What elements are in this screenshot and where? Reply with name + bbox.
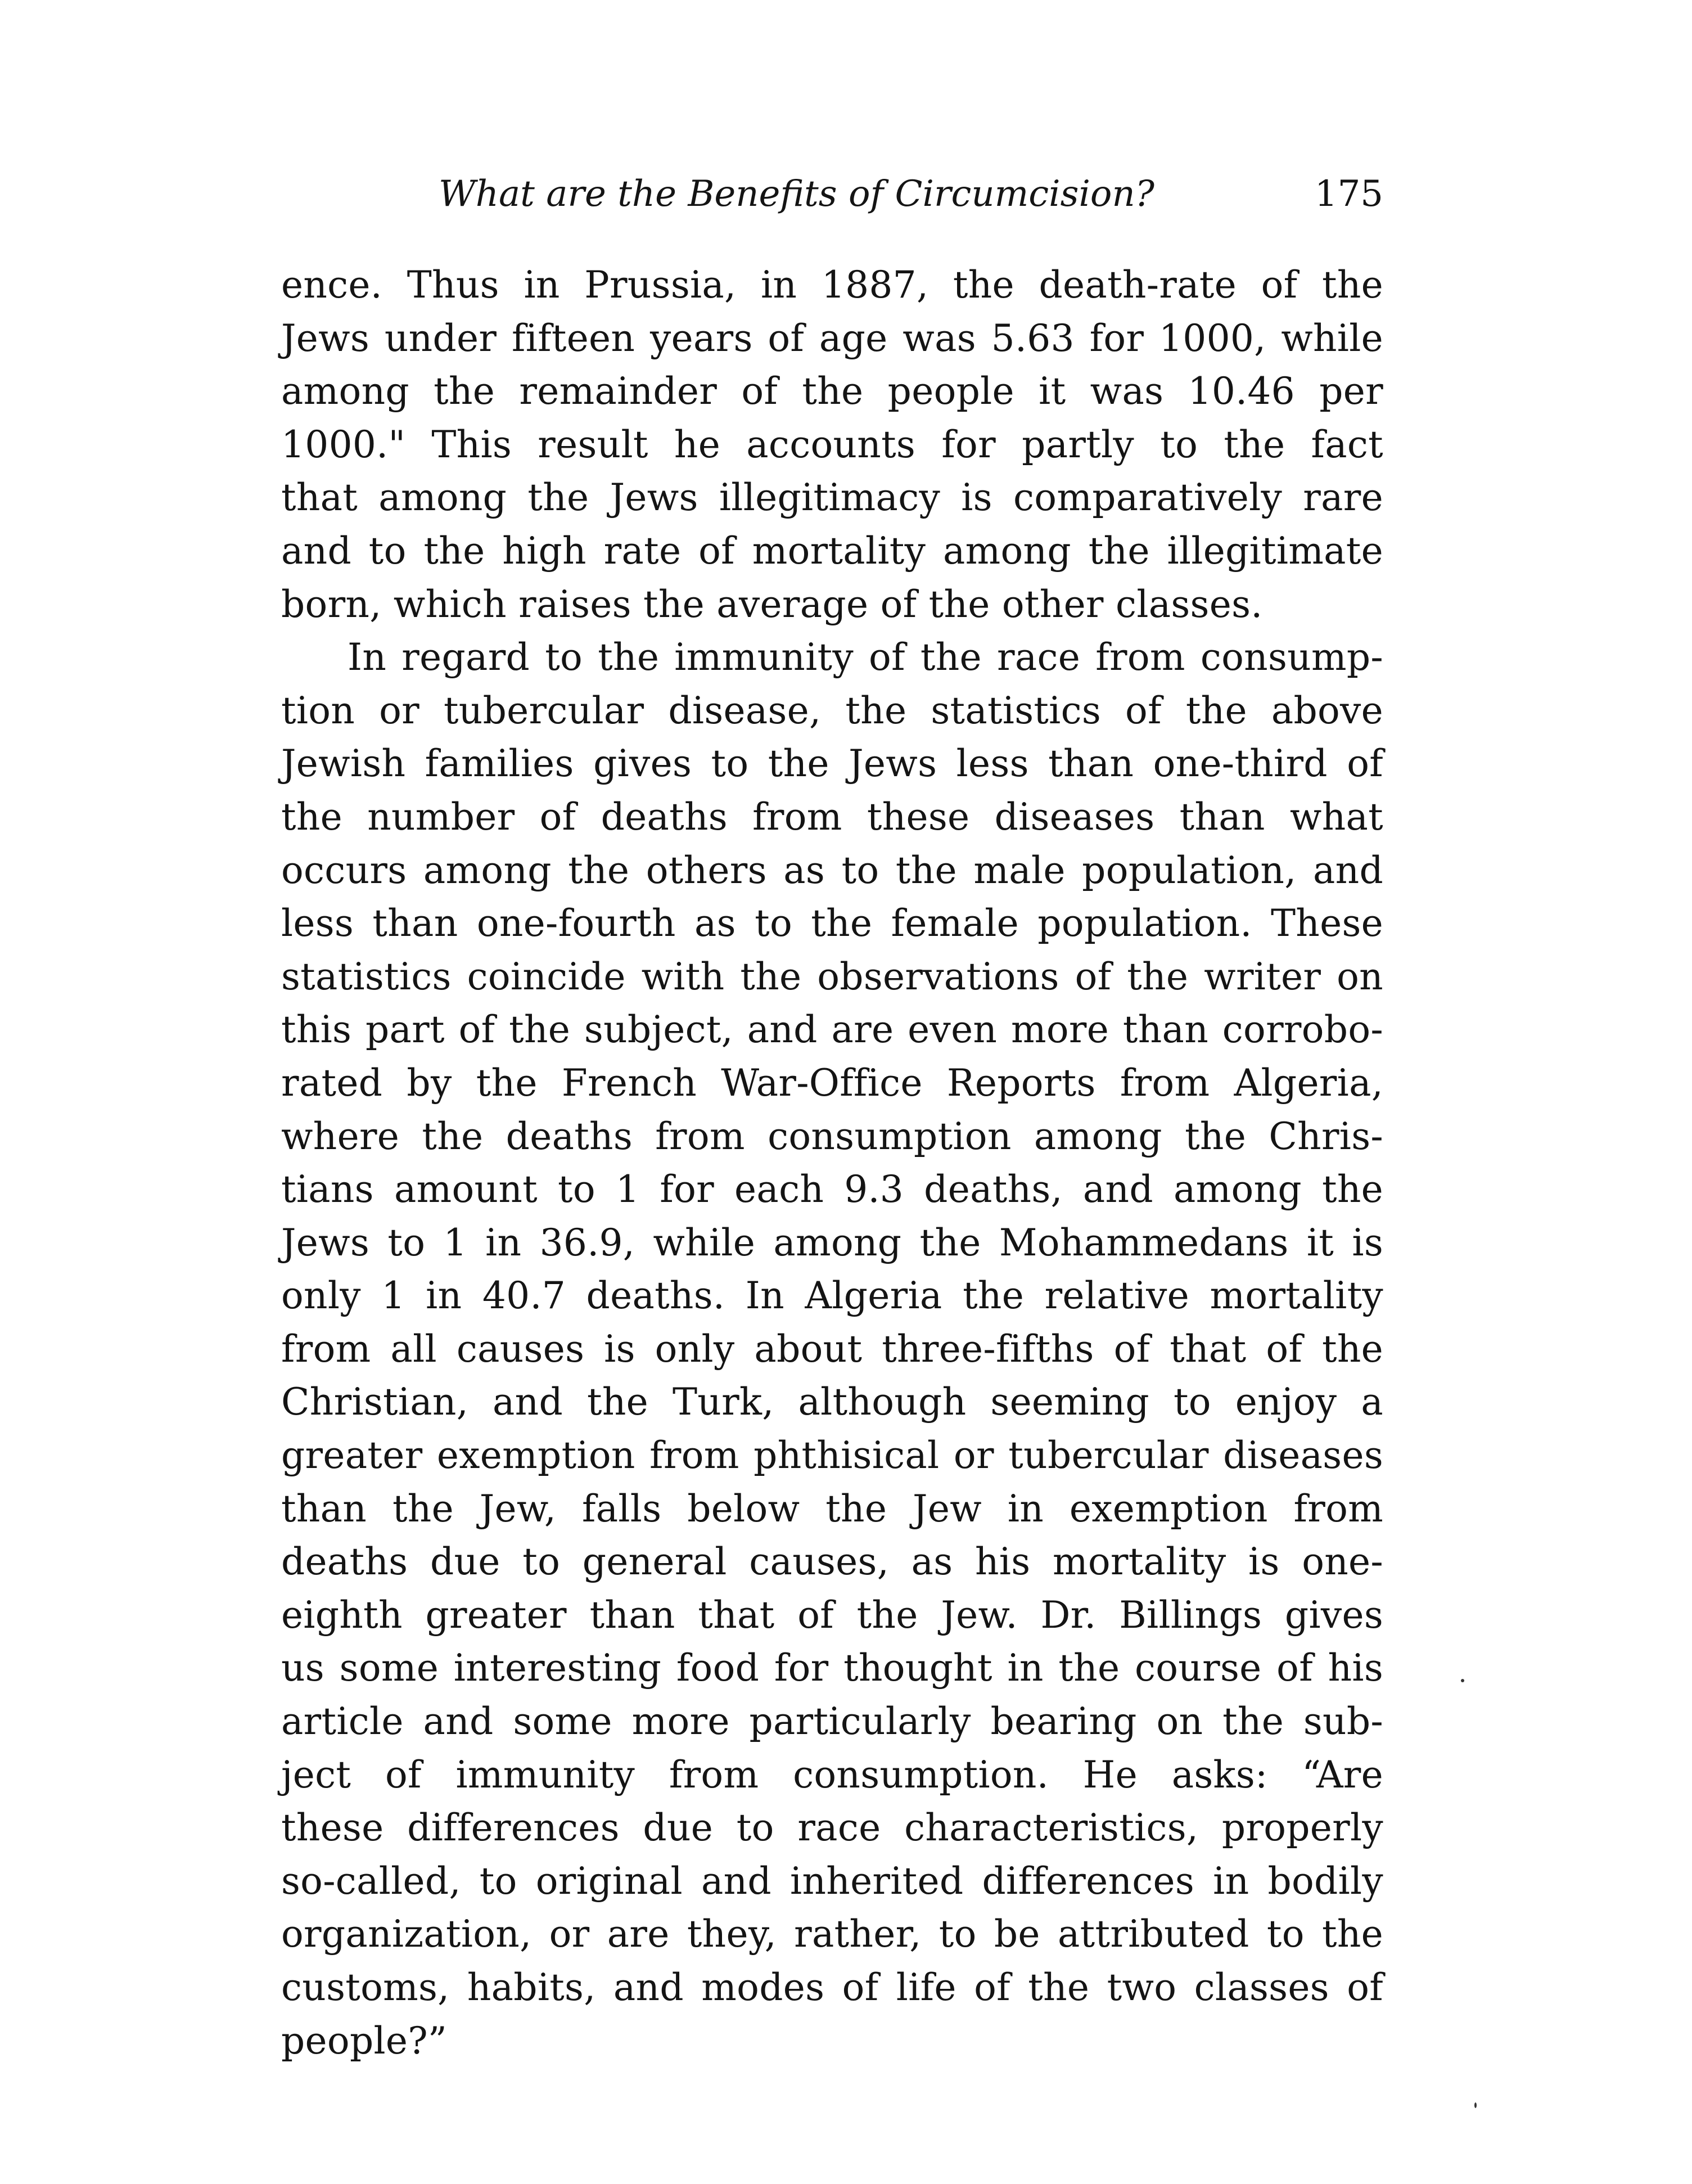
text-line: Jews under fifteen years of age was 5.63 for 1000, while — [281, 316, 1383, 360]
text-line: occurs among the others as to the male population, and — [281, 848, 1383, 892]
text-line: us some interesting food for thought in the course of his — [281, 1646, 1383, 1690]
body-text — [281, 259, 1383, 2068]
text-line: tians amount to 1 for each 9.3 deaths, and among the — [281, 1168, 1383, 1212]
text-line: Christian, and the Turk, although seeming to enjoy a — [281, 1380, 1383, 1424]
text-line: greater exemption from phthisical or tubercular diseases — [281, 1434, 1383, 1478]
text-line: only 1 in 40.7 deaths. In Algeria the relative mortality — [281, 1274, 1383, 1318]
text-line: ject of immunity from consumption. He asks: “Are — [281, 1753, 1383, 1796]
text-line: where the deaths from consumption among the Chris- — [281, 1114, 1383, 1158]
text-line: Jewish families gives to the Jews less than one-third of — [281, 742, 1383, 786]
text-line: customs, habits, and modes of life of the two classes of — [281, 1966, 1383, 2009]
text-line: that among the Jews illegitimacy is comparatively rare — [281, 476, 1383, 520]
text-line: statistics coincide with the observations of the writer on — [281, 954, 1383, 998]
text-line: 1000." This result he accounts for partly to the fact — [281, 422, 1383, 466]
text-line: than the Jew, falls below the Jew in exemption from — [281, 1487, 1383, 1530]
text-line: people?” — [281, 2019, 447, 2063]
text-line: article and some more particularly bearing on the sub- — [281, 1700, 1383, 1744]
text-line: ence. Thus in Prussia, in 1887, the death-rate of the — [281, 263, 1383, 307]
text-line: these differences due to race characteristics, properly — [281, 1806, 1383, 1850]
text-line: rated by the French War-Office Reports from Algeria, — [281, 1061, 1383, 1105]
scan-speck — [1474, 2102, 1477, 2108]
text-line: less than one-fourth as to the female population. These — [281, 902, 1383, 945]
scan-speck — [1461, 1679, 1464, 1682]
text-line: among the remainder of the people it was 10.46 per — [281, 370, 1383, 413]
text-line: eighth greater than that of the Jew. Dr. Billings gives — [281, 1593, 1383, 1637]
text-line: this part of the subject, and are even more than corrobo- — [281, 1008, 1383, 1052]
running-head — [281, 163, 1383, 225]
text-line: tion or tubercular disease, the statistics of the above — [281, 688, 1383, 732]
text-line: so-called, to original and inherited differences in bodily — [281, 1859, 1383, 1903]
text-line: Jews to 1 in 36.9, while among the Mohammedans it is — [281, 1221, 1383, 1264]
text-line: from all causes is only about three-fifths of that of the — [281, 1327, 1383, 1371]
text-line: and to the high rate of mortality among the illegitimate — [281, 529, 1383, 573]
text-line: deaths due to general causes, as his mortality is one- — [281, 1540, 1383, 1584]
running-title: What are the Benefits of Circumcision? — [439, 173, 1154, 215]
text-line: the number of deaths from these diseases than what — [281, 795, 1383, 839]
page-number: 175 — [1314, 173, 1383, 215]
text-line: born, which raises the average of the other classes. — [281, 582, 1263, 626]
text-line: organization, or are they, rather, to be attributed to the — [281, 1912, 1383, 1956]
paragraph-first-line: In regard to the immunity of the race from consump- — [348, 636, 1383, 679]
